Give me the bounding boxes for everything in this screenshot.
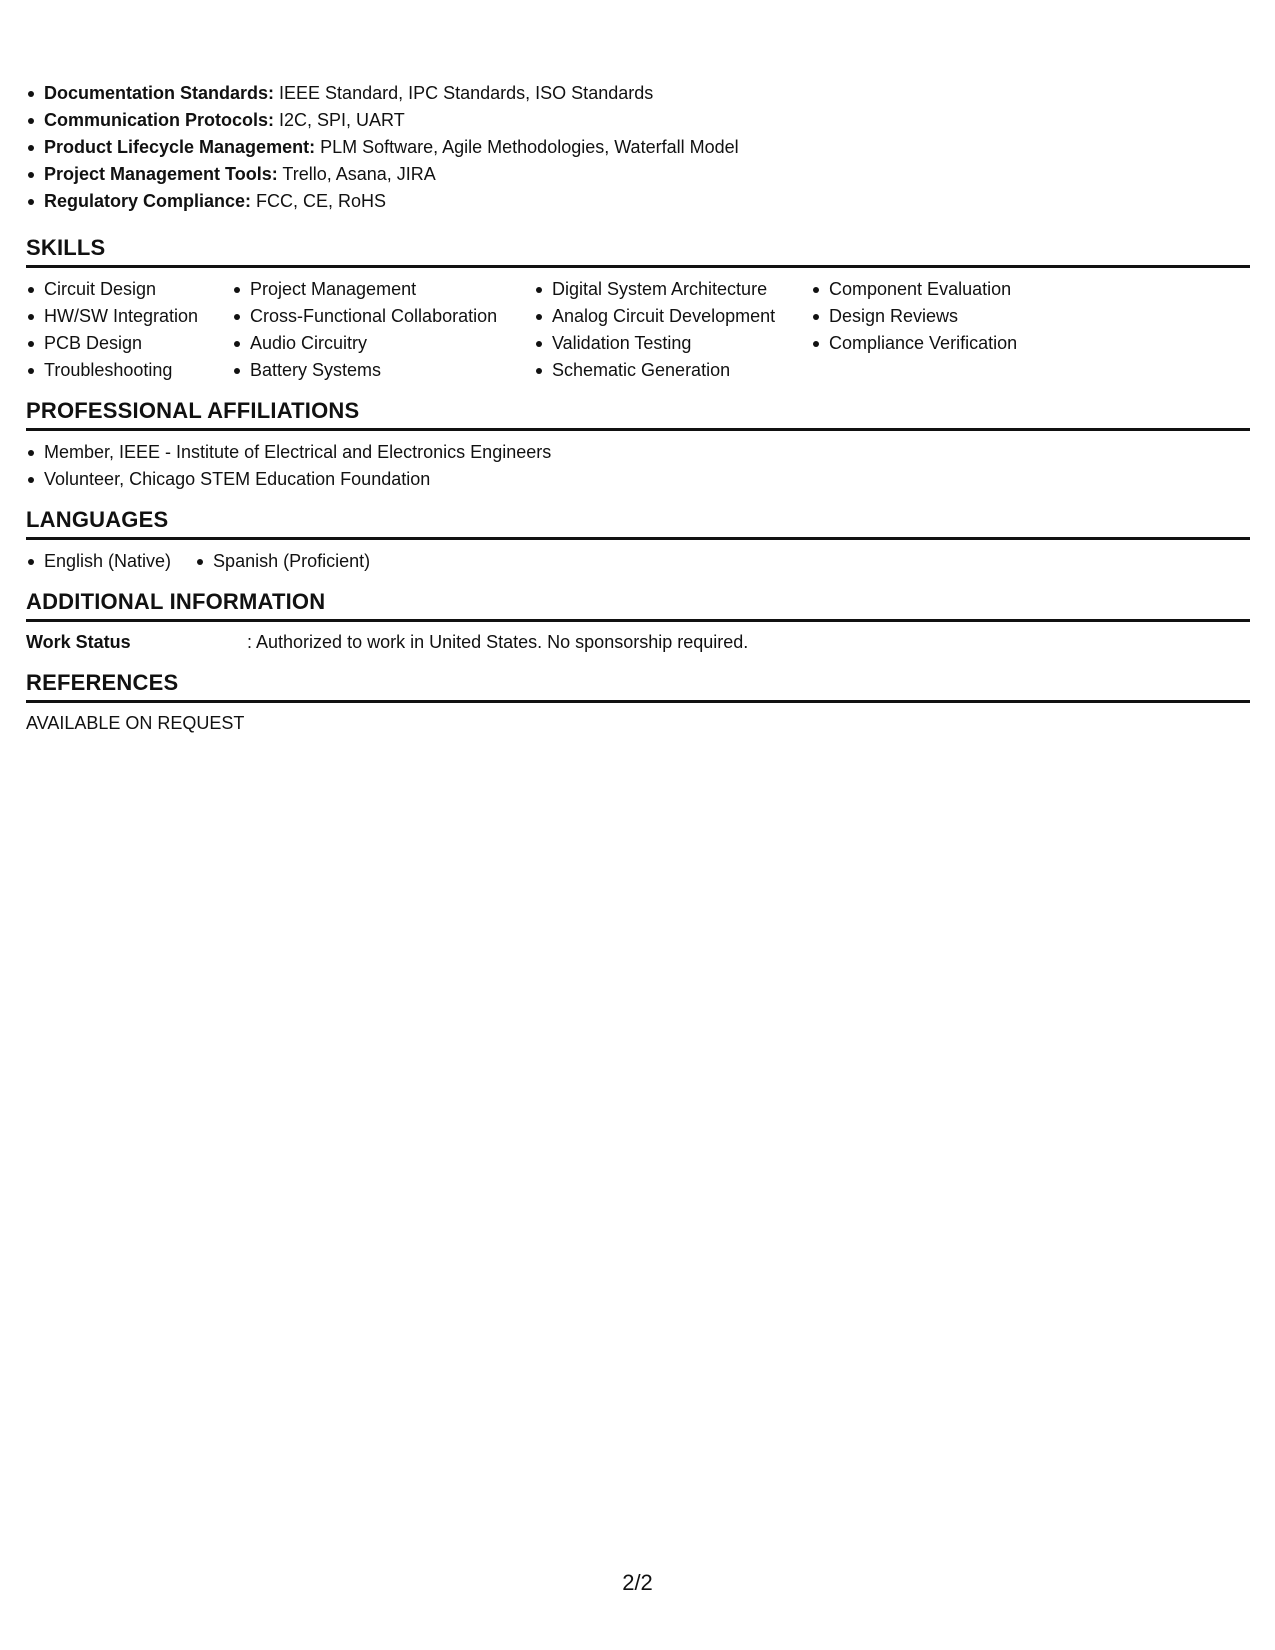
- work-status-row: [26, 630, 1250, 654]
- list-item: [26, 80, 1250, 107]
- tech-label: Communication Protocols:: [44, 110, 275, 130]
- section-divider: [26, 700, 1250, 703]
- section-heading: ADDITIONAL INFORMATION: [26, 589, 326, 614]
- additional-info-section: [26, 589, 1250, 654]
- affiliations-list: [26, 439, 1250, 493]
- affiliation-item: Volunteer, Chicago STEM Education Foundation: [26, 466, 1250, 493]
- skill-item: Component Evaluation: [811, 276, 1071, 303]
- skill-item: Analog Circuit Development: [534, 303, 811, 330]
- languages-list: [26, 548, 1250, 575]
- tech-value: I2C, SPI, UART: [274, 110, 405, 130]
- technical-skills-list: [26, 80, 1250, 215]
- list-item: [26, 188, 1250, 215]
- section-divider: [26, 265, 1250, 268]
- tech-label: Regulatory Compliance:: [44, 191, 252, 211]
- skill-item: Project Management: [232, 276, 534, 303]
- affiliation-item: Member, IEEE - Institute of Electrical and Electronics Engineers: [26, 439, 1250, 466]
- resume-page: [26, 80, 1250, 735]
- tech-label: Documentation Standards:: [44, 83, 275, 103]
- skills-column: [811, 276, 1071, 384]
- tech-value: FCC, CE, RoHS: [251, 191, 387, 211]
- skill-item: Schematic Generation: [534, 357, 811, 384]
- tech-label: Product Lifecycle Management:: [44, 137, 316, 157]
- page-number: 2/2: [622, 1570, 653, 1595]
- skill-item: Digital System Architecture: [534, 276, 811, 303]
- references-text: AVAILABLE ON REQUEST: [26, 713, 245, 733]
- list-item: [26, 134, 1250, 161]
- skill-item: PCB Design: [26, 330, 232, 357]
- skill-item: Battery Systems: [232, 357, 534, 384]
- tech-value: Trello, Asana, JIRA: [277, 164, 436, 184]
- skills-section: [26, 235, 1250, 384]
- work-status-label: Work Status: [26, 632, 131, 652]
- skills-column: [534, 276, 811, 384]
- tech-label: Project Management Tools:: [44, 164, 278, 184]
- skill-item: HW/SW Integration: [26, 303, 232, 330]
- skill-item: Troubleshooting: [26, 357, 232, 384]
- skills-column: [26, 276, 232, 384]
- section-divider: [26, 537, 1250, 540]
- tech-value: PLM Software, Agile Methodologies, Waterfall Model: [315, 137, 739, 157]
- section-heading: REFERENCES: [26, 670, 179, 695]
- section-divider: [26, 428, 1250, 431]
- section-heading: PROFESSIONAL AFFILIATIONS: [26, 398, 360, 423]
- references-section: [26, 670, 1250, 735]
- section-heading: LANGUAGES: [26, 507, 169, 532]
- tech-value: IEEE Standard, IPC Standards, ISO Standards: [274, 83, 654, 103]
- languages-section: [26, 507, 1250, 575]
- skill-item: Validation Testing: [534, 330, 811, 357]
- skill-item: Compliance Verification: [811, 330, 1071, 357]
- section-divider: [26, 619, 1250, 622]
- language-item: Spanish (Proficient): [195, 548, 370, 575]
- skill-item: Audio Circuitry: [232, 330, 534, 357]
- skills-column: [232, 276, 534, 384]
- section-heading: SKILLS: [26, 235, 106, 260]
- language-item: English (Native): [26, 548, 171, 575]
- work-status-value: : Authorized to work in United States. No sponsorship required.: [247, 632, 749, 652]
- affiliations-section: [26, 398, 1250, 493]
- list-item: [26, 107, 1250, 134]
- skill-item: Design Reviews: [811, 303, 1071, 330]
- skills-grid: [26, 276, 1250, 384]
- list-item: [26, 161, 1250, 188]
- skill-item: Circuit Design: [26, 276, 232, 303]
- skill-item: Cross-Functional Collaboration: [232, 303, 534, 330]
